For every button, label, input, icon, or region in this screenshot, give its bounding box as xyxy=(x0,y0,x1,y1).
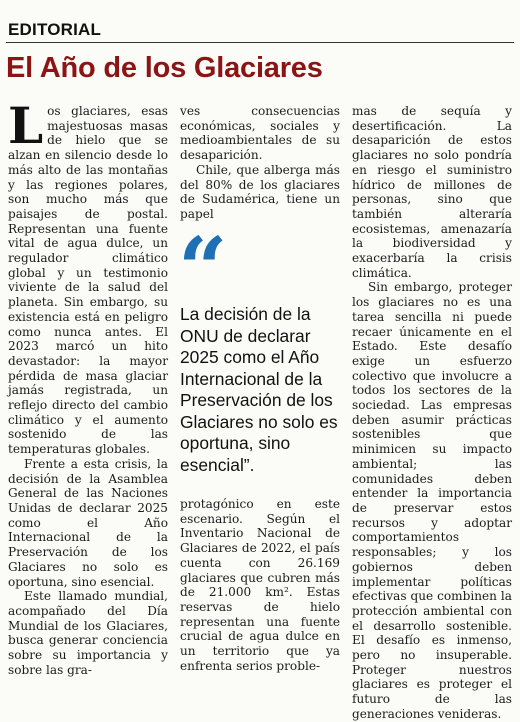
quote-mark-icon: “ xyxy=(178,219,228,320)
paragraph: ves consecuencias económicas, sociales y medioambientales de su desaparición. xyxy=(180,104,340,163)
pull-quote xyxy=(178,219,342,476)
article-column-3 xyxy=(352,104,512,722)
paragraph: Sin embargo, proteger los glaciares no es una tarea sencilla ni puede recaer únicamente en el Estado. Este desafío exige un esfuerzo colectivo que involucre a todos los sectores de la sociedad. Las empresas deben asumir prácticas sostenibles que minimicen su impacto ambiental; las comunidades deben entender la importancia de preservar estos recursos y adoptar comportamientos responsables; y los gobiernos deben implementar políticas efectivas que combinen la protección ambiental con el desarrollo sostenible. El desafío es inmenso, pero no insuperable. Proteger nuestros glaciares es proteger el futuro de las generaciones venideras. xyxy=(352,280,512,721)
drop-cap: L xyxy=(8,96,44,155)
article-column-2-continued xyxy=(180,497,340,673)
article-column-2 xyxy=(180,104,340,222)
paragraph-text: os glaciares, esas majestuosas masas de hielo que se alzan en silencio desde lo más alto de las montañas y las regiones polares, son mucho más que paisajes de postal. Representan una fuente vital de agua dulce, un regulador climático global y un testimonio viviente de la salud del planeta. Sin embargo, su existencia está en peligro como nunca antes. El 2023 marcó un hito devastador: la mayor pérdida de masa glaciar jamás registrada, un reflejo directo del cambio climático y el aumento sostenido de las temperaturas globales. xyxy=(8,104,168,457)
paragraph: protagónico en este escenario. Según el Inventario Nacional de Glaciares de 2022, el país cuenta con 26.169 glaciares que cubren más de 21.000 km². Estas reservas de hielo representan una fuente crucial de agua dulce en un territorio que ya enfrenta serios proble- xyxy=(180,497,340,673)
paragraph: mas de sequía y desertificación. La desaparición de estos glaciares no solo pondría en riesgo el suministro hídrico de millones de personas, sino que también alteraría ecosistemas, amenazaría la biodiversidad y exacerbaría la crisis climática. xyxy=(352,104,512,280)
paragraph: Chile, que alberga más del 80% de los glaciares de Sudamérica, tiene un papel xyxy=(180,162,340,221)
section-label: EDITORIAL xyxy=(8,20,102,39)
pull-quote-text: La decisión de la ONU de declarar 2025 como el Año Internacional de la Preservación de los Glaciares no solo es oportuna, sino esencial”. xyxy=(180,304,338,475)
article-column-1 xyxy=(8,96,168,677)
paragraph xyxy=(8,96,168,457)
paragraph: Frente a esta crisis, la decisión de la Asamblea General de las Naciones Unidas de declarar 2025 como el Año Internacional de la Preservación de los Glaciares no solo es oportuna, sino esencial. xyxy=(8,456,168,589)
paragraph: Este llamado mundial, acompañado del Día Mundial de los Glaciares, busca generar conciencia sobre su importancia y sobre las gra- xyxy=(8,589,168,677)
headline: El Año de los Glaciares xyxy=(6,52,323,84)
section-divider xyxy=(6,42,514,43)
